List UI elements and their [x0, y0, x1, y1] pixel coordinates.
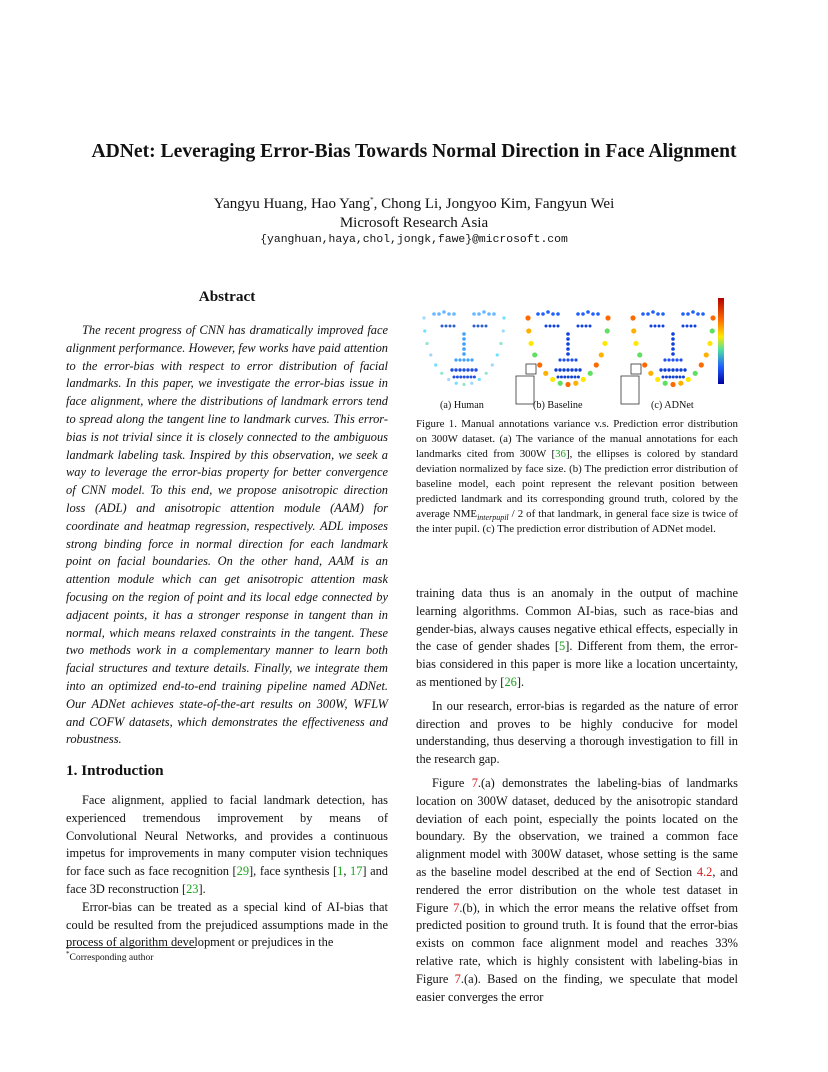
- nose-landmark: [462, 358, 465, 361]
- mouth-landmark: [453, 376, 456, 379]
- nose-landmark: [675, 358, 678, 361]
- nose-landmark: [462, 352, 466, 356]
- nose-landmark: [462, 342, 466, 346]
- intro-paragraph-2: Error-bias can be treated as a special kind of AI-bias that could be resulted from the prejudiced assumptions made in the process of algorithm development or prejudices in the: [66, 899, 388, 950]
- jaw-landmark: [440, 372, 443, 375]
- jaw-landmark: [526, 328, 531, 333]
- jaw-landmark: [707, 341, 712, 346]
- figure-ref-link[interactable]: 7: [454, 971, 461, 986]
- eye-landmark: [545, 325, 548, 328]
- mouth-landmark: [663, 368, 666, 371]
- jaw-landmark: [528, 341, 533, 346]
- mouth-landmark: [470, 376, 473, 379]
- nose-landmark: [671, 352, 675, 356]
- brow-landmark: [586, 310, 590, 314]
- nose-landmark: [671, 332, 675, 336]
- jaw-landmark: [462, 383, 465, 386]
- text-run: training data thus is an anomaly in the output of machine learning algorithms. Common AI-bias, such as race-bias and gender-bias, always causes negative ethical effects, especially in the case of gender shades [: [416, 586, 738, 654]
- mouth-landmark: [567, 376, 570, 379]
- mouth-landmark: [560, 376, 563, 379]
- author-block: [0, 195, 828, 233]
- nose-landmark: [671, 347, 675, 351]
- text-run: Face alignment, applied to facial landmark detection, has experienced tremendous improvement by means of Convolutional Neural Networks, and provides a continuous impetus for improvements in many computer vision techniques for face such as face recognition [: [66, 793, 388, 879]
- jaw-landmark: [434, 363, 437, 366]
- abstract-text: The recent progress of CNN has dramatically improved face alignment performance. However, few works have paid attention to the error-bias with respect to error distribution of facial landmarks. In this paper, we investigate the error-bias issue in face alignment, where the distributions of landmark errors tend to spread along the tangent line to landmark curves. This error-bias is not trivial since it is closely connected to the ambiguous landmark labeling task. Inspired by this observation, we seek a way to leverage the error-bias property for better convergence of CNN model. To this end, we propose anisotropic direction loss (ADL) and anisotropic attention module (AAM) for coordinate and heatmap regression, respectively. ADL imposes strong binding force in normal direction for each landmark point on facial boundaries. On the other hand, AAM is an attention module which can get anisotropic attention mask focusing on the region of point and its local edge connected by adjacent points, it has a stronger response in tangent than in normal, which means relaxed constraints in the tangent. These two methods work in a complementary manner to learn both facial structures and texture details. Finally, we integrate them into an optimized end-to-end training pipeline named ADNet. Our ADNet achieves state-of-the-art results on 300W, WFLW and COFW datasets, which demonstrates the effectiveness and robustness.: [66, 323, 388, 747]
- eye-landmark: [477, 325, 480, 328]
- zoom-source-box: [526, 364, 536, 374]
- jaw-landmark: [565, 382, 570, 387]
- mouth-landmark: [463, 376, 466, 379]
- mouth-landmark: [562, 368, 565, 371]
- intro-paragraph-1: Face alignment, applied to facial landmark detection, has experienced tremendous improvement by means of Convolutional Neural Networks, and provides a continuous impetus for improvements in many computer vision techniques for face such as face recognition [29], face synthesis [1, 17] and face 3D reconstruction [23].: [66, 793, 388, 896]
- mouth-landmark: [470, 368, 473, 371]
- authors-first: Yangyu Huang, Hao Yang: [213, 196, 371, 212]
- jaw-landmark: [704, 352, 709, 357]
- brow-landmark: [546, 310, 550, 314]
- section-ref-link[interactable]: 4.2: [696, 864, 713, 879]
- jaw-landmark: [525, 315, 530, 320]
- nose-landmark: [566, 337, 570, 341]
- text-run: .(a). Based on the finding, we speculate that model easier converges the error: [416, 971, 738, 1004]
- jaw-landmark: [455, 382, 458, 385]
- nose-landmark: [462, 337, 466, 341]
- mouth-landmark: [682, 376, 685, 379]
- subfig-label-baseline: (b) Baseline: [533, 400, 583, 411]
- jaw-landmark: [485, 372, 488, 375]
- authors-rest: , Chong Li, Jongyoo Kim, Fangyun Wei: [373, 196, 615, 212]
- text-run: Figure 1. Manual annotations variance v.s. Prediction error distribution on 300W dataset. (a) The variance of the manual annotations for each landmarks cited from 300W [: [416, 418, 738, 460]
- mouth-landmark: [454, 368, 457, 371]
- brow-landmark: [596, 312, 600, 316]
- nose-landmark: [458, 358, 461, 361]
- footnote-rule: [66, 947, 196, 948]
- mouth-landmark: [474, 368, 477, 371]
- text-run: , and rendered the error distribution on the whole test dataset in Figure: [416, 864, 739, 915]
- brow-landmark: [691, 310, 695, 314]
- eye-landmark: [449, 325, 452, 328]
- brow-landmark: [696, 312, 700, 316]
- eye-landmark: [662, 325, 665, 328]
- mouth-landmark: [574, 368, 577, 371]
- affiliation: Microsoft Research Asia: [339, 215, 489, 231]
- nose-landmark: [663, 358, 666, 361]
- citation-link[interactable]: 36: [555, 448, 566, 460]
- eye-landmark: [682, 325, 685, 328]
- brow-landmark: [477, 312, 481, 316]
- figure-1-face-plots: [414, 290, 740, 415]
- nose-landmark: [570, 358, 573, 361]
- brow-landmark: [581, 312, 585, 316]
- nose-landmark: [454, 358, 457, 361]
- text-run: ].: [516, 674, 525, 689]
- jaw-landmark: [502, 329, 505, 332]
- jaw-landmark: [573, 381, 578, 386]
- jaw-landmark: [532, 352, 537, 357]
- nose-landmark: [667, 358, 670, 361]
- footnote: [66, 949, 154, 963]
- jaw-landmark: [499, 342, 502, 345]
- jaw-landmark: [670, 382, 675, 387]
- nose-landmark: [566, 352, 570, 356]
- mouth-landmark: [473, 376, 476, 379]
- brow-landmark: [646, 312, 650, 316]
- mouth-landmark: [466, 376, 469, 379]
- brow-landmark: [487, 312, 491, 316]
- brow-landmark: [556, 312, 560, 316]
- jaw-landmark: [699, 362, 704, 367]
- eye-landmark: [694, 325, 697, 328]
- mouth-landmark: [566, 368, 569, 371]
- jaw-landmark: [710, 328, 715, 333]
- jaw-landmark: [686, 377, 691, 382]
- brow-landmark: [472, 312, 476, 316]
- brow-landmark: [661, 312, 665, 316]
- jaw-landmark: [599, 352, 604, 357]
- mouth-landmark: [659, 368, 662, 371]
- jaw-landmark: [422, 316, 425, 319]
- jaw-landmark: [470, 382, 473, 385]
- jaw-landmark: [581, 377, 586, 382]
- eye-landmark: [690, 325, 693, 328]
- citation-link[interactable]: 17: [350, 864, 363, 879]
- brow-landmark: [437, 312, 441, 316]
- nose-landmark: [566, 347, 570, 351]
- mouth-landmark: [558, 368, 561, 371]
- jaw-landmark: [543, 371, 548, 376]
- mouth-landmark: [456, 376, 459, 379]
- jaw-landmark: [594, 362, 599, 367]
- text-run: ]. Different from them, the error-bias considered in this paper is more like a location uncertainty, as mentioned by [: [416, 639, 738, 689]
- mouth-landmark: [671, 368, 674, 371]
- brow-landmark: [492, 312, 496, 316]
- mouth-landmark: [665, 376, 668, 379]
- intro-left-column: [66, 792, 388, 952]
- brow-landmark: [681, 312, 685, 316]
- brow-landmark: [452, 312, 456, 316]
- brow-landmark: [536, 312, 540, 316]
- jaw-landmark: [550, 377, 555, 382]
- intro-paragraph-4: [416, 775, 738, 1006]
- nose-landmark: [574, 358, 577, 361]
- footnote-mark: *: [66, 949, 70, 958]
- mouth-landmark: [675, 368, 678, 371]
- mouth-landmark: [450, 368, 453, 371]
- text-run: / 2 of that landmark, in general face size is twice of the inter pupil. (c) The prediction error distribution of ADNet model.: [416, 508, 739, 535]
- eye-landmark: [585, 325, 588, 328]
- mouth-landmark: [563, 376, 566, 379]
- jaw-landmark: [630, 315, 635, 320]
- jaw-landmark: [588, 371, 593, 376]
- jaw-landmark: [558, 381, 563, 386]
- brow-landmark: [442, 310, 446, 314]
- eye-landmark: [549, 325, 552, 328]
- intro-heading: 1. Introduction: [66, 762, 164, 779]
- author-emails: {yanghuan,haya,chol,jongk,fawe}@microsoft.com: [260, 234, 568, 246]
- eye-landmark: [553, 325, 556, 328]
- brow-landmark: [656, 312, 660, 316]
- figure-1-caption: [416, 417, 738, 537]
- nose-landmark: [566, 342, 570, 346]
- eye-landmark: [481, 325, 484, 328]
- jaw-landmark: [502, 316, 505, 319]
- mouth-landmark: [675, 376, 678, 379]
- brow-landmark: [641, 312, 645, 316]
- brow-landmark: [432, 312, 436, 316]
- paper-title: ADNet: Leveraging Error-Bias Towards Normal Direction in Face Alignment: [91, 141, 737, 162]
- jaw-landmark: [605, 328, 610, 333]
- brow-landmark: [651, 310, 655, 314]
- mouth-landmark: [554, 368, 557, 371]
- eye-landmark: [557, 325, 560, 328]
- jaw-landmark: [425, 342, 428, 345]
- jaw-landmark: [496, 353, 499, 356]
- mouth-landmark: [574, 376, 577, 379]
- eye-landmark: [650, 325, 653, 328]
- eye-landmark: [485, 325, 488, 328]
- mouth-landmark: [683, 368, 686, 371]
- nose-landmark: [462, 347, 466, 351]
- zoom-source-box: [631, 364, 641, 374]
- intro-paragraph-3: In our research, error-bias is regarded as the nature of error direction and proves to be highly conducive for model understanding, thus deserving a thorough investigation to fill in the research gap.: [416, 698, 738, 767]
- author-list: [0, 195, 828, 214]
- text-run: ], face synthesis [: [249, 864, 338, 879]
- mouth-landmark: [578, 368, 581, 371]
- eye-landmark: [581, 325, 584, 328]
- mouth-landmark: [462, 368, 465, 371]
- jaw-landmark: [655, 377, 660, 382]
- brow-landmark: [701, 312, 705, 316]
- eye-landmark: [445, 325, 448, 328]
- jaw-landmark: [423, 329, 426, 332]
- brow-landmark: [447, 312, 451, 316]
- text-run: .(a) demonstrates the labeling-bias of landmarks location on 300W dataset, deduced by the anisotropic standard deviation of each point, especially the points located on the boundary. By the observation, we trained a common face alignment model with 300W dataset, whose setting is the same as the baseline model described at the end of Section: [416, 775, 738, 879]
- eye-landmark: [589, 325, 592, 328]
- citation-link[interactable]: 1: [337, 864, 344, 879]
- citation-link[interactable]: 5: [559, 639, 566, 654]
- jaw-landmark: [429, 353, 432, 356]
- jaw-landmark: [491, 363, 494, 366]
- nose-landmark: [462, 332, 466, 336]
- nose-landmark: [566, 332, 570, 336]
- text-run: ] and face 3D reconstruction [: [66, 864, 388, 896]
- nose-landmark: [671, 342, 675, 346]
- text-run: ], the ellipses is colored by standard deviation normalized by face size. (b) The prediction error distribution of baseline model, each point represent the relevant position between predicted landmark and its corresponding ground truth, colored by the average NME: [416, 448, 738, 520]
- jaw-landmark: [710, 315, 715, 320]
- citation-link[interactable]: 23: [186, 881, 199, 896]
- mouth-landmark: [570, 376, 573, 379]
- jaw-landmark: [648, 371, 653, 376]
- text-run: Figure: [432, 775, 472, 790]
- figure-ref-link[interactable]: 7: [471, 775, 478, 790]
- face-plots: [422, 310, 715, 404]
- nose-landmark: [470, 358, 473, 361]
- mouth-landmark: [466, 368, 469, 371]
- jaw-landmark: [678, 381, 683, 386]
- mouth-landmark: [668, 376, 671, 379]
- brow-landmark: [576, 312, 580, 316]
- jaw-landmark: [663, 381, 668, 386]
- eye-landmark: [441, 325, 444, 328]
- brow-landmark: [591, 312, 595, 316]
- brow-landmark: [541, 312, 545, 316]
- mouth-landmark: [458, 368, 461, 371]
- zoom-inset-box: [621, 376, 639, 404]
- mouth-landmark: [459, 376, 462, 379]
- brow-landmark: [551, 312, 555, 316]
- jaw-landmark: [642, 362, 647, 367]
- nme-subscript: interpupil: [477, 513, 509, 523]
- citation-link[interactable]: 26: [504, 674, 517, 689]
- eye-landmark: [658, 325, 661, 328]
- mouth-landmark: [667, 368, 670, 371]
- jaw-landmark: [447, 378, 450, 381]
- nose-landmark: [566, 358, 569, 361]
- eye-landmark: [654, 325, 657, 328]
- intro-paragraph-2-continued: [416, 585, 738, 692]
- brow-landmark: [686, 312, 690, 316]
- mouth-landmark: [672, 376, 675, 379]
- nose-landmark: [562, 358, 565, 361]
- mouth-landmark: [570, 368, 573, 371]
- jaw-landmark: [637, 352, 642, 357]
- eye-landmark: [686, 325, 689, 328]
- nose-landmark: [679, 358, 682, 361]
- nose-landmark: [671, 337, 675, 341]
- mouth-landmark: [662, 376, 665, 379]
- subfig-label-adnet: (c) ADNet: [651, 400, 694, 411]
- nose-landmark: [671, 358, 674, 361]
- zoom-inset-box: [516, 376, 534, 404]
- jaw-landmark: [693, 371, 698, 376]
- nose-landmark: [466, 358, 469, 361]
- nose-landmark: [558, 358, 561, 361]
- mouth-landmark: [557, 376, 560, 379]
- text-run: ].: [198, 881, 206, 896]
- jaw-landmark: [478, 378, 481, 381]
- mouth-landmark: [679, 376, 682, 379]
- figure-ref-link[interactable]: 7: [453, 900, 460, 915]
- eye-landmark: [577, 325, 580, 328]
- abstract-heading: Abstract: [198, 288, 256, 305]
- eye-landmark: [453, 325, 456, 328]
- jaw-landmark: [633, 341, 638, 346]
- citation-link[interactable]: 29: [236, 864, 250, 879]
- intro-right-column: [416, 585, 738, 1006]
- mouth-landmark: [679, 368, 682, 371]
- jaw-landmark: [602, 341, 607, 346]
- subfig-label-human: (a) Human: [440, 400, 484, 411]
- jaw-landmark: [605, 315, 610, 320]
- text-run: .(b), in which the error means the relative offset from predicted position to ground truth. It is found that the error-bias exists on common face alignment model and reaches 33% relative rate, which is highly consistent with labeling-bias in Figure: [416, 900, 738, 986]
- jaw-landmark: [631, 328, 636, 333]
- brow-landmark: [482, 310, 486, 314]
- jaw-landmark: [537, 362, 542, 367]
- corresponding-mark: *: [370, 196, 374, 204]
- footnote-text: Corresponding author: [69, 952, 154, 963]
- colorbar: [718, 298, 724, 384]
- eye-landmark: [473, 325, 476, 328]
- mouth-landmark: [577, 376, 580, 379]
